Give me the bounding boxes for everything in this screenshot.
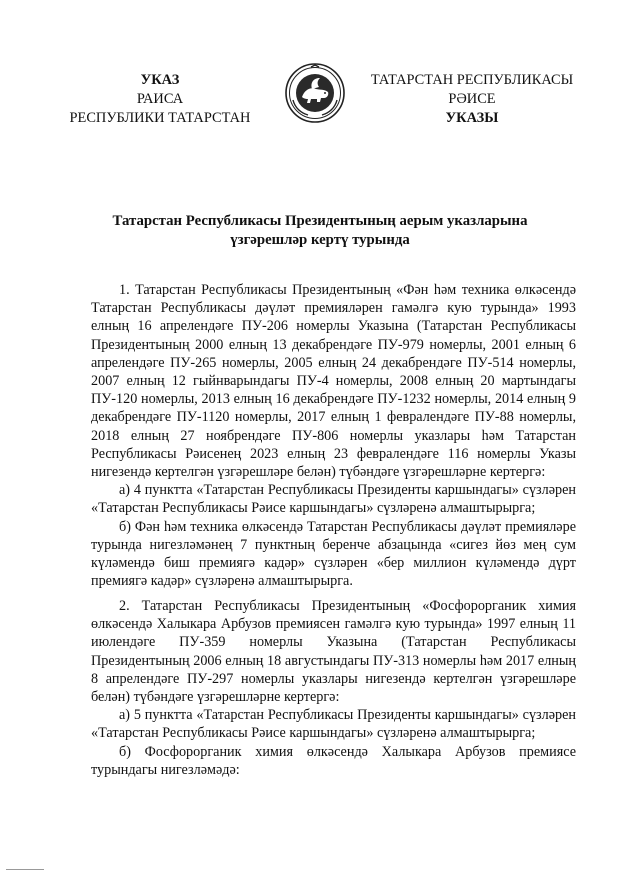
section-2-item-a: а) 5 пунктта «Татарстан Республикасы Президенты каршындагы» сүзләрен «Татарстан Республикасы Рәисе каршындагы» сүзләренә алмаштырырга; xyxy=(91,707,576,742)
section-1-item-a: а) 4 пунктта «Татарстан Республикасы Президенты каршындагы» сүзләрен «Татарстан Республикасы Рәисе каршындагы» сүзләренә алмаштырырга; xyxy=(91,482,576,517)
section-2-intro: 2. Татарстан Республикасы Президентының «Фосфорорганик химия өлкәсендә Халыкара Арбузов премиясен гамәлгә кую турында» 1997 елның 11 июлендәге ПУ-359 номерлы Указына (Татарстан Республикасы Президентының 2006 елның 18 августындагы ПУ-313 номерлы һәм 2017 елның 8 апрелендәге ПУ-297 номерлы указлары нигезендә кертелгән үзгәрешләре белән) түбәндәге үзгәрешләрне кертергә: xyxy=(91,598,576,706)
section-1 xyxy=(91,281,576,590)
tatarstan-coat-of-arms-icon xyxy=(284,62,346,124)
page-edge-mark xyxy=(6,869,44,870)
section-2 xyxy=(91,597,576,779)
header-left-line-2: РАИСА xyxy=(136,91,184,107)
header-left-line-3: РЕСПУБЛИКИ ТАТАРСТАН xyxy=(69,110,251,126)
section-2-item-b: б) Фосфорорганик химия өлкәсендә Халыкара Арбузов премиясе турындагы нигезләмәдә: xyxy=(91,743,576,778)
title-line-1: Татарстан Республикасы Президентының аерым указларына xyxy=(112,213,528,229)
header-right-line-2: РӘИСЕ xyxy=(448,91,496,107)
header-right-line-3: УКАЗЫ xyxy=(445,110,499,126)
header-russian xyxy=(50,71,270,128)
section-1-item-b: б) Фән һәм техника өлкәсендә Татарстан Республикасы дәүләт премияләре турында нигезләмәнең 7 пунктның беренче абзацында «сигез йөз мең сум күләмендә биш премиягә кадәр» сүзләрен «бер миллион күләмендә дүрт премиягә кадәр» сүзләренә алмаштырырга. xyxy=(91,518,576,590)
header-left-line-1: УКАЗ xyxy=(140,72,180,88)
section-1-intro: 1. Татарстан Республикасы Президентының «Фән һәм техника өлкәсендә Татарстан Республикасы дәүләт премияләрен гамәлгә кую турында» 1993 елның 16 апрелендәге ПУ-206 номерлы Указына (Татарстан Республикасы Президентының 2000 елның 13 декабрендәге ПУ-979 номерлы, 2001 елның 6 апрелендәге ПУ-265 номерлы, 2005 елның 24 декабрендәге ПУ-514 номерлы, 2007 елның 12 гыйнварындагы ПУ-4 номерлы, 2008 елның 20 мартындагы ПУ-120 номерлы, 2013 елның 16 декабрендәге ПУ-1232 номерлы, 2014 елның 9 декабрендәге ПУ-1120 номерлы, 2017 елның 1 февралендәге ПУ-88 номерлы, 2018 елның 27 ноябрендәге ПУ-806 номерлы указлары һәм Татарстан Республикасы Рәисенең 2023 елның 23 февралендәге 116 номерлы Указы нигезендә кертелгән үзгәрешләре белән) түбәндәге үзгәрешләрне кертергә: xyxy=(91,282,576,481)
header-tatar xyxy=(362,71,582,128)
document-title xyxy=(60,212,580,250)
title-line-2: үзгәрешләр кертү турында xyxy=(230,232,410,248)
header-right-line-1: ТАТАРСТАН РЕСПУБЛИКАСЫ xyxy=(370,72,574,88)
